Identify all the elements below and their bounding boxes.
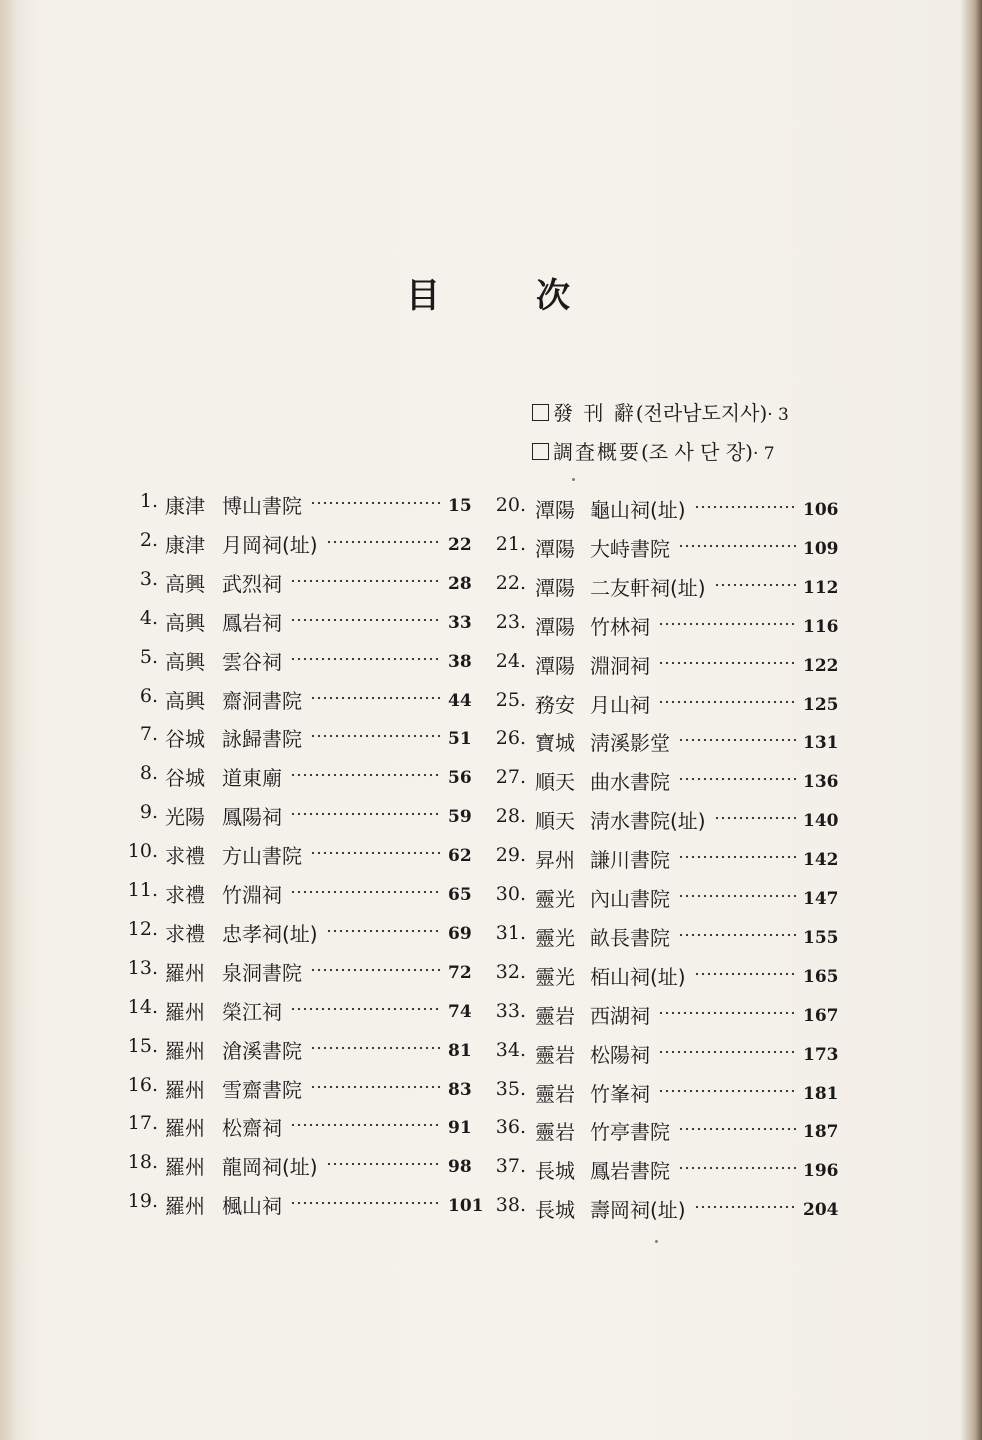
toc-entry [0, 1116, 982, 1146]
entry-page-number: 101 [448, 1196, 484, 1217]
entry-region: 羅州 [165, 1116, 205, 1141]
entry-page-number: 122 [803, 655, 839, 676]
entry-title: 月山祠 [590, 692, 650, 717]
entry-region: 求禮 [165, 844, 205, 869]
entry-title: 內山書院 [590, 887, 670, 911]
toc-entry [0, 689, 982, 719]
leader-dots [658, 622, 796, 626]
entry-region: 靈岩 [535, 1120, 575, 1145]
entry-title: 竹淵祠 [222, 883, 282, 907]
entry-title: 博山書院 [222, 494, 302, 518]
entry-region: 昇州 [535, 848, 575, 873]
entry-region: 靈光 [535, 964, 575, 989]
entry-title: 武烈祠 [222, 571, 282, 596]
entry-number: 9. [139, 801, 158, 824]
entry-page-number: 125 [803, 694, 839, 715]
entry-page-number: 181 [803, 1083, 839, 1104]
toc-entry [0, 1078, 982, 1108]
checkbox-square-icon [532, 404, 549, 421]
entry-title: 道東廟 [222, 766, 282, 791]
entry-number: 17. [127, 1112, 158, 1135]
entry-page-number: 167 [803, 1005, 839, 1026]
entry-title: 鳳岩書院 [590, 1159, 670, 1184]
front-matter-note: (전라남도지사) [635, 401, 768, 425]
leader-dots [714, 583, 796, 587]
entry-title: 鳳陽祠 [222, 805, 282, 830]
entry-number: 16. [127, 1073, 158, 1096]
toc-entry [0, 1039, 982, 1069]
entry-number: 2. [139, 528, 158, 551]
entry-number: 5. [139, 645, 158, 668]
entry-number: 12. [127, 917, 158, 940]
front-matter-page: · 7 [752, 444, 775, 464]
entry-title: 竹亭書院 [590, 1120, 670, 1145]
entry-region: 康津 [165, 532, 205, 557]
entry-region: 長城 [535, 1198, 575, 1223]
entry-title: 龜山祠(址) [590, 498, 686, 522]
toc-entry [0, 805, 982, 835]
leader-dots [678, 1127, 796, 1131]
entry-number: 25. [495, 688, 526, 711]
entry-page-number: 187 [803, 1122, 839, 1143]
front-matter-note: (조 사 단 장) [641, 440, 753, 464]
entry-number: 6. [139, 684, 158, 707]
leader-dots [678, 894, 796, 898]
entry-number: 26. [495, 727, 526, 750]
entry-page-number: 140 [803, 811, 839, 832]
toc-entry [0, 1194, 982, 1224]
entry-page-number: 136 [803, 772, 839, 793]
entry-page-number: 74 [448, 1001, 472, 1022]
entry-page-number: 173 [803, 1044, 839, 1065]
entry-title: 畝長書院 [590, 925, 670, 950]
leader-dots [678, 738, 796, 742]
entry-region: 高興 [165, 649, 205, 674]
entry-page-number: 72 [448, 962, 472, 983]
entry-region: 長城 [535, 1159, 575, 1184]
entry-number: 14. [127, 995, 158, 1018]
entry-region: 潭陽 [535, 575, 575, 600]
entry-page-number: 165 [803, 966, 839, 987]
front-matter-item [532, 436, 775, 465]
toc-entry [0, 611, 982, 641]
entry-region: 谷城 [165, 766, 205, 791]
entry-title: 謙川書院 [590, 848, 670, 873]
paper-speck [655, 1240, 658, 1243]
entry-title: 淸溪影堂 [590, 731, 670, 756]
checkbox-square-icon [532, 443, 549, 460]
leader-dots [658, 700, 796, 704]
leader-dots [694, 1205, 796, 1209]
entry-number: 1. [139, 490, 158, 512]
front-matter-item [532, 397, 789, 426]
toc-entry [0, 922, 982, 952]
entry-number: 10. [127, 840, 158, 863]
entry-page-number: 91 [448, 1118, 472, 1139]
leader-dots [658, 1089, 796, 1093]
toc-entry [0, 1155, 982, 1185]
entry-page-number: 109 [803, 538, 839, 559]
entry-page-number: 147 [803, 889, 839, 909]
entry-region: 羅州 [165, 1038, 205, 1063]
entry-title: 滄溪書院 [222, 1038, 302, 1063]
entry-title: 二友軒祠(址) [590, 575, 706, 600]
entry-region: 順天 [535, 809, 575, 834]
entry-region: 谷城 [165, 727, 205, 752]
entry-page-number: 112 [803, 577, 839, 598]
entry-region: 潭陽 [535, 536, 575, 561]
entry-number: 3. [139, 567, 158, 590]
entry-region: 高興 [165, 610, 205, 635]
entry-page-number: 196 [803, 1161, 839, 1182]
entry-title: 松陽祠 [590, 1042, 650, 1067]
entry-number: 15. [127, 1034, 158, 1057]
entry-number: 24. [495, 649, 526, 672]
entry-page-number: 142 [803, 850, 839, 871]
toc-entry [0, 961, 982, 991]
entry-title: 月岡祠(址) [222, 532, 318, 557]
leader-dots [678, 933, 796, 937]
entry-number: 27. [495, 766, 526, 789]
entry-title: 曲水書院 [590, 770, 670, 795]
entry-title: 方山書院 [222, 844, 302, 869]
leader-dots [678, 544, 796, 548]
entry-page-number: 38 [448, 651, 472, 672]
leader-dots [694, 505, 796, 509]
entry-title: 雪齋書院 [222, 1077, 302, 1102]
toc-entry [0, 844, 982, 874]
entry-title: 松齋祠 [222, 1116, 282, 1141]
toc-entry [0, 650, 982, 680]
entry-region: 高興 [165, 571, 205, 596]
leader-dots [694, 972, 796, 976]
entry-number: 18. [127, 1151, 158, 1174]
toc-entry [0, 533, 982, 563]
entry-region: 羅州 [165, 1077, 205, 1102]
entry-region: 順天 [535, 770, 575, 795]
entry-page-number: 15 [448, 496, 472, 516]
entry-number: 33. [495, 999, 526, 1022]
entry-title: 壽岡祠(址) [590, 1198, 686, 1223]
entry-page-number: 98 [448, 1157, 472, 1178]
entry-page-number: 69 [448, 923, 472, 944]
entry-title: 淸水書院(址) [590, 809, 706, 834]
entry-title: 榮江祠 [222, 999, 282, 1024]
title-char-1: 目 [406, 276, 440, 316]
page-title [0, 268, 982, 318]
entry-region: 靈岩 [535, 1042, 575, 1067]
entry-region: 康津 [165, 494, 205, 518]
entry-region: 羅州 [165, 1155, 205, 1180]
entry-title: 栢山祠(址) [590, 964, 686, 989]
entry-title: 忠孝祠(址) [222, 921, 318, 946]
entry-number: 29. [495, 844, 526, 867]
entry-title: 楓山祠 [222, 1194, 282, 1219]
entry-page-number: 65 [448, 885, 472, 905]
entry-region: 羅州 [165, 999, 205, 1024]
leader-dots [658, 661, 796, 665]
entry-region: 羅州 [165, 960, 205, 985]
paper-speck [572, 478, 575, 481]
leader-dots [714, 816, 796, 820]
entry-page-number: 81 [448, 1040, 472, 1061]
entry-page-number: 33 [448, 612, 472, 633]
entry-title: 雲谷祠 [222, 649, 282, 674]
entry-title: 竹林祠 [590, 614, 650, 639]
entry-region: 求禮 [165, 883, 205, 907]
entry-region: 寶城 [535, 731, 575, 756]
entry-number: 36. [495, 1116, 526, 1139]
entry-title: 竹峯祠 [590, 1081, 650, 1106]
entry-region: 求禮 [165, 921, 205, 946]
entry-number: 30. [495, 883, 526, 905]
entry-region: 羅州 [165, 1194, 205, 1219]
entry-page-number: 44 [448, 690, 472, 711]
entry-title: 西湖祠 [590, 1003, 650, 1028]
front-matter-page: · 3 [767, 405, 789, 425]
entry-region: 潭陽 [535, 498, 575, 522]
entry-number: 35. [495, 1077, 526, 1100]
entry-title: 泉洞書院 [222, 960, 302, 985]
entry-page-number: 83 [448, 1079, 472, 1100]
entry-region: 光陽 [165, 805, 205, 830]
entry-page-number: 22 [448, 534, 472, 555]
title-char-2: 次 [536, 276, 570, 316]
entry-number: 38. [495, 1194, 526, 1217]
entry-page-number: 155 [803, 927, 839, 948]
leader-dots [658, 1011, 796, 1015]
toc-entry [0, 1000, 982, 1030]
entry-number: 8. [139, 762, 158, 785]
toc-entry [0, 766, 982, 796]
entry-number: 31. [495, 921, 526, 944]
entry-title: 大峙書院 [590, 536, 670, 561]
entry-page-number: 116 [803, 616, 839, 637]
leader-dots [678, 855, 796, 859]
front-matter-label: 調査概要 [553, 440, 641, 464]
entry-region: 靈岩 [535, 1003, 575, 1028]
entry-title: 詠歸書院 [222, 727, 302, 752]
entry-number: 11. [127, 879, 158, 901]
toc-entry [0, 727, 982, 757]
toc-entry [0, 494, 982, 524]
entry-number: 4. [139, 606, 158, 629]
entry-number: 37. [495, 1155, 526, 1178]
entry-number: 20. [495, 494, 526, 516]
entry-number: 13. [127, 956, 158, 979]
entry-page-number: 28 [448, 573, 472, 594]
entry-title: 淵洞祠 [590, 653, 650, 678]
toc-entry [0, 883, 982, 913]
entry-page-number: 62 [448, 846, 472, 867]
front-matter-label: 發 刊 辭 [553, 401, 636, 425]
entry-number: 32. [495, 960, 526, 983]
entry-title: 齋洞書院 [222, 688, 302, 713]
entry-region: 靈光 [535, 925, 575, 950]
entry-title: 龍岡祠(址) [222, 1155, 318, 1180]
entry-region: 務安 [535, 692, 575, 717]
entry-number: 21. [495, 532, 526, 555]
entry-number: 34. [495, 1038, 526, 1061]
toc-entry [0, 572, 982, 602]
entry-page-number: 131 [803, 733, 839, 754]
leader-dots [658, 1050, 796, 1054]
entry-number: 19. [127, 1190, 158, 1213]
entry-title: 鳳岩祠 [222, 610, 282, 635]
entry-page-number: 51 [448, 729, 472, 750]
leader-dots [678, 1166, 796, 1170]
entry-region: 靈光 [535, 887, 575, 911]
entry-page-number: 56 [448, 768, 472, 789]
entry-number: 23. [495, 610, 526, 633]
entry-region: 潭陽 [535, 614, 575, 639]
entry-region: 潭陽 [535, 653, 575, 678]
entry-page-number: 59 [448, 807, 472, 828]
entry-region: 靈岩 [535, 1081, 575, 1106]
entry-region: 高興 [165, 688, 205, 713]
entry-page-number: 106 [803, 500, 839, 520]
entry-number: 7. [139, 723, 158, 746]
entry-page-number: 204 [803, 1200, 839, 1221]
leader-dots [678, 777, 796, 781]
entry-number: 22. [495, 571, 526, 594]
entry-number: 28. [495, 805, 526, 828]
